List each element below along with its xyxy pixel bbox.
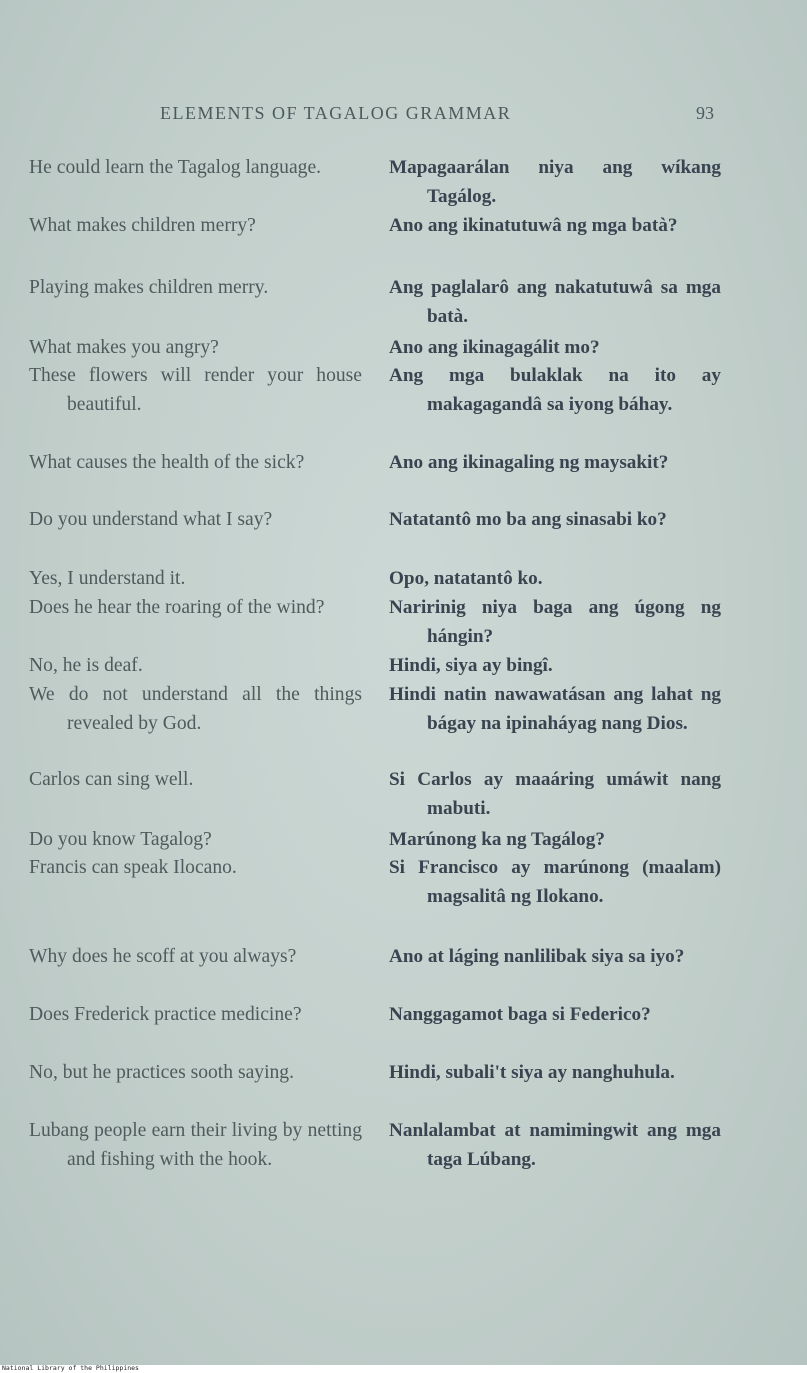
english-text: Do you know Tagalog? xyxy=(29,829,212,850)
tagalog-text: Hindi, siya ay bingî. xyxy=(389,655,553,676)
tagalog-text: Ano ang ikinatutuwâ ng mga batà? xyxy=(389,215,678,236)
english-text: Yes, I understand it. xyxy=(29,568,186,589)
english-text: What makes you angry? xyxy=(29,337,219,358)
tagalog-text: Si Carlos ay maaáring umáwit nang mabuti. xyxy=(389,769,721,819)
english-text: No, but he practices sooth saying. xyxy=(29,1062,295,1083)
tagalog-text: Ang mga bulaklak na ito ay makagagandâ sa iyong báhay. xyxy=(389,365,721,415)
tagalog-text: Ano ang ikinagagálit mo? xyxy=(389,337,600,358)
tagalog-text: Nanlalambat at namimingwit ang mga taga Lúbang. xyxy=(389,1120,721,1170)
tagalog-text: Hindi natin nawawatásan ang lahat ng bágay na ipinaháyag nang Dios. xyxy=(389,684,721,734)
english-text: No, he is deaf. xyxy=(29,655,143,676)
english-text: Lubang people earn their living by netting and fishing with the hook. xyxy=(29,1120,362,1170)
english-text: Why does he scoff at you always? xyxy=(29,946,297,967)
tagalog-text: Nanggagamot baga si Federico? xyxy=(389,1004,651,1025)
english-text: Do you understand what I say? xyxy=(29,509,273,530)
english-text: He could learn the Tagalog language. xyxy=(29,157,322,178)
scan-footer xyxy=(0,1365,807,1373)
tagalog-text: Ang paglalarô ang nakatutuwâ sa mga batà. xyxy=(389,277,721,327)
english-text: Does he hear the roaring of the wind? xyxy=(29,597,325,618)
running-header xyxy=(0,103,807,127)
running-title: ELEMENTS OF TAGALOG GRAMMAR xyxy=(160,103,512,123)
tagalog-text: Opo, natatantô ko. xyxy=(389,568,543,589)
tagalog-text: Naririnig niya baga ang úgong ng hángin? xyxy=(389,597,721,647)
english-text: Playing makes children merry. xyxy=(29,277,269,298)
library-credit: National Library of the Philippines xyxy=(2,1364,139,1372)
english-text: Does Frederick practice medicine? xyxy=(29,1004,302,1025)
english-text: We do not understand all the things revealed by God. xyxy=(29,684,362,734)
english-text: Carlos can sing well. xyxy=(29,769,194,790)
tagalog-text: Natatantô mo ba ang sinasabi ko? xyxy=(389,509,667,530)
tagalog-text: Hindi, subali't siya ay nanghuhula. xyxy=(389,1062,675,1083)
tagalog-text: Marúnong ka ng Tagálog? xyxy=(389,829,605,850)
tagalog-text: Ano at láging nanlilibak siya sa iyo? xyxy=(389,946,685,967)
tagalog-text: Ano ang ikinagaling ng maysakit? xyxy=(389,452,669,473)
tagalog-text: Si Francisco ay marúnong (maalam) magsalitâ ng Ilokano. xyxy=(389,857,721,907)
tagalog-text: Mapagaarálan niya ang wíkang Tagálog. xyxy=(389,157,721,207)
english-text: What causes the health of the sick? xyxy=(29,452,305,473)
english-text: Francis can speak Ilocano. xyxy=(29,857,237,878)
english-text: These flowers will render your house beautiful. xyxy=(29,365,362,415)
page-number: 93 xyxy=(696,103,714,123)
english-text: What makes children merry? xyxy=(29,215,256,236)
